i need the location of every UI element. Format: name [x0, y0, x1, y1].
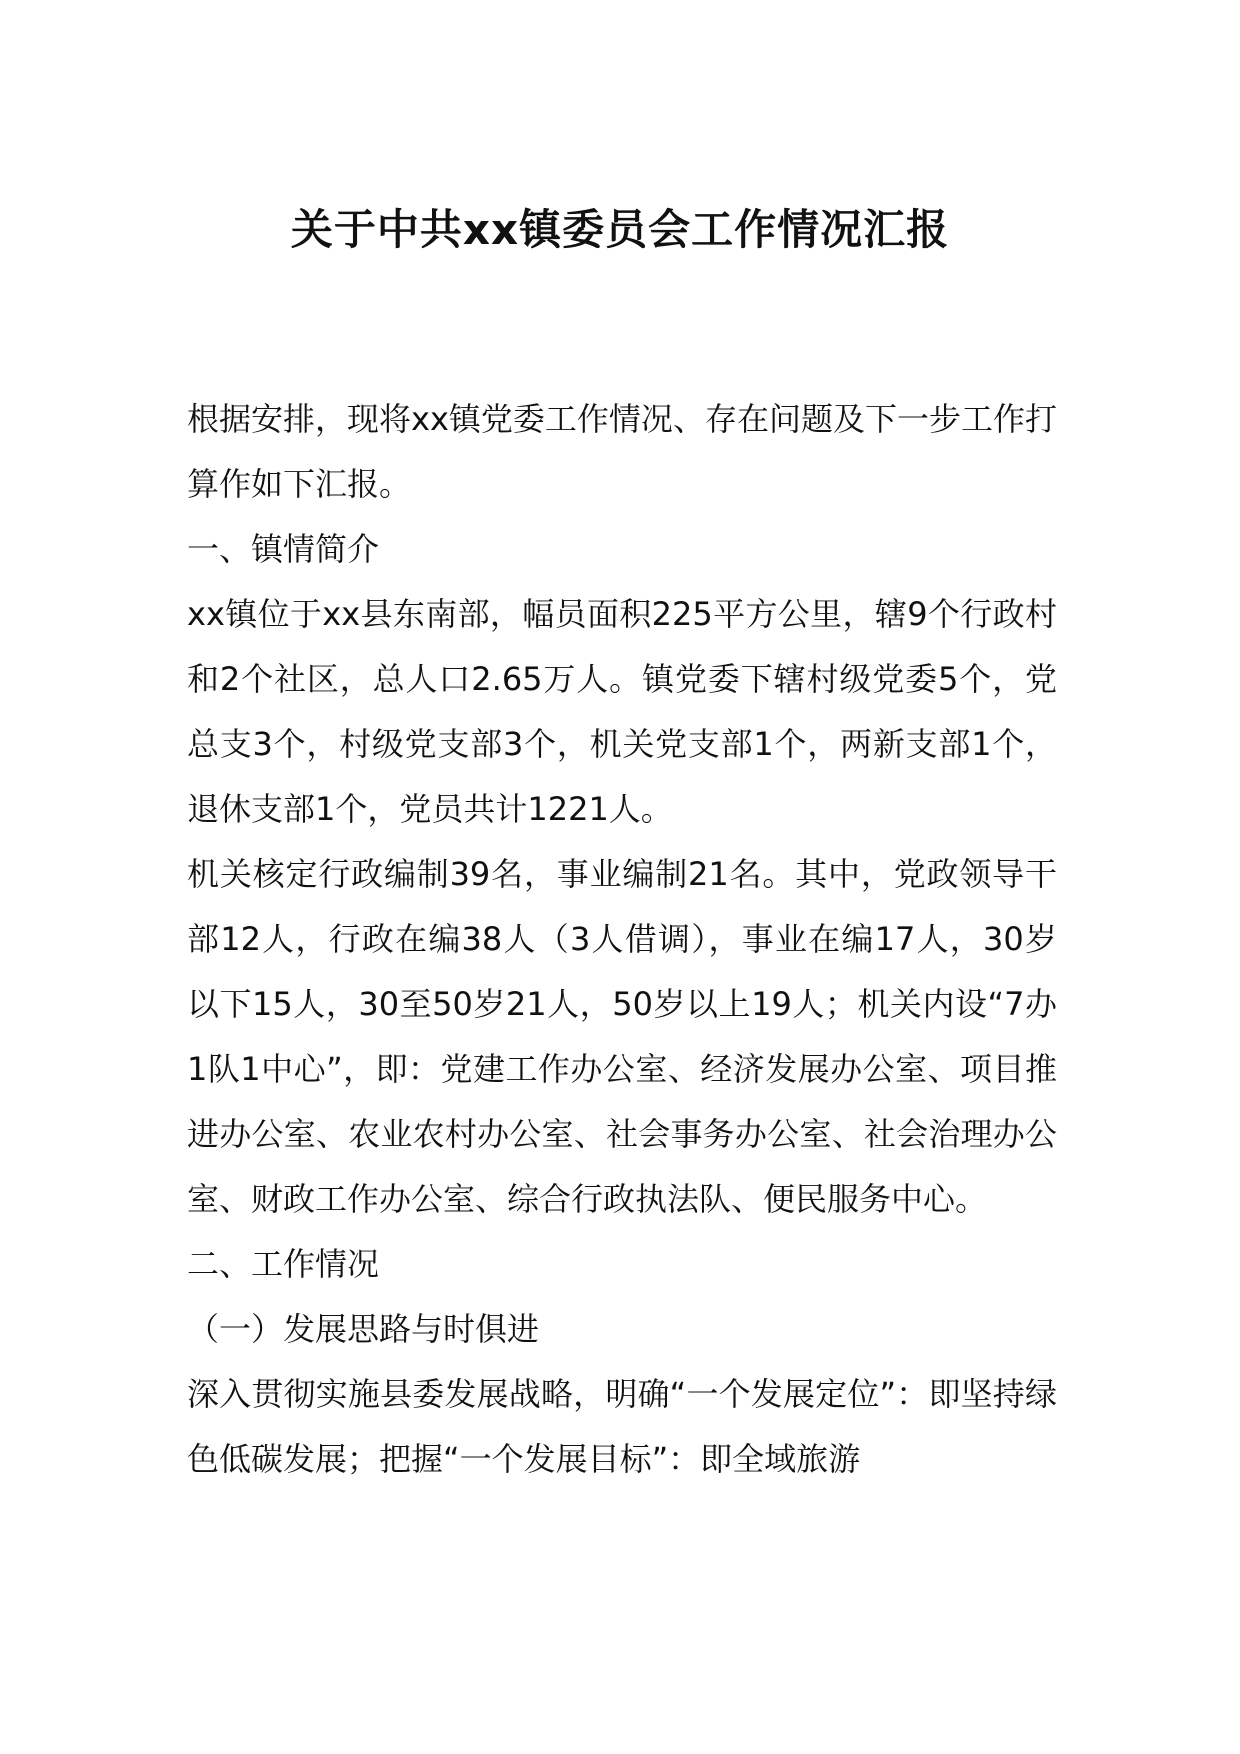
paragraph-staffing: 机关核定行政编制39名，事业编制21名。其中，党政领导干部12人，行政在编38人（3人借调），事业在编17人，30岁以下15人，30至50岁21人，50岁以上19人；机关内设“7办1队1中心”，即：党建工作办公室、经济发展办公室、项目推进办公室、农业农村办公室、社会事务办公室、社会治理办公室、财政工作办公室、综合行政执法队、便民服务中心。: [187, 855, 1057, 1218]
subheading-development: （一）发展思路与时俱进: [187, 1310, 540, 1348]
document-title: 关于中共xx镇委员会工作情况汇报: [290, 205, 950, 254]
heading-town-overview: 一、镇情简介: [187, 530, 380, 568]
paragraph-town-profile: xx镇位于xx县东南部，幅员面积225平方公里，辖9个行政村和2个社区，总人口2.65万人。镇党委下辖村级党委5个，党总支3个，村级党支部3个，机关党支部1个，两新支部1个，退休支部1个，党员共计1221人。: [187, 595, 1057, 828]
paragraph-intro: 根据安排，现将xx镇党委工作情况、存在问题及下一步工作打算作如下汇报。: [187, 400, 1057, 503]
document-body: [187, 387, 1057, 1492]
paragraph-development: 深入贯彻实施县委发展战略，明确“一个发展定位”：即坚持绿色低碳发展；把握“一个发展目标”：即全域旅游: [187, 1375, 1057, 1478]
heading-work-status: 二、工作情况: [187, 1245, 380, 1283]
